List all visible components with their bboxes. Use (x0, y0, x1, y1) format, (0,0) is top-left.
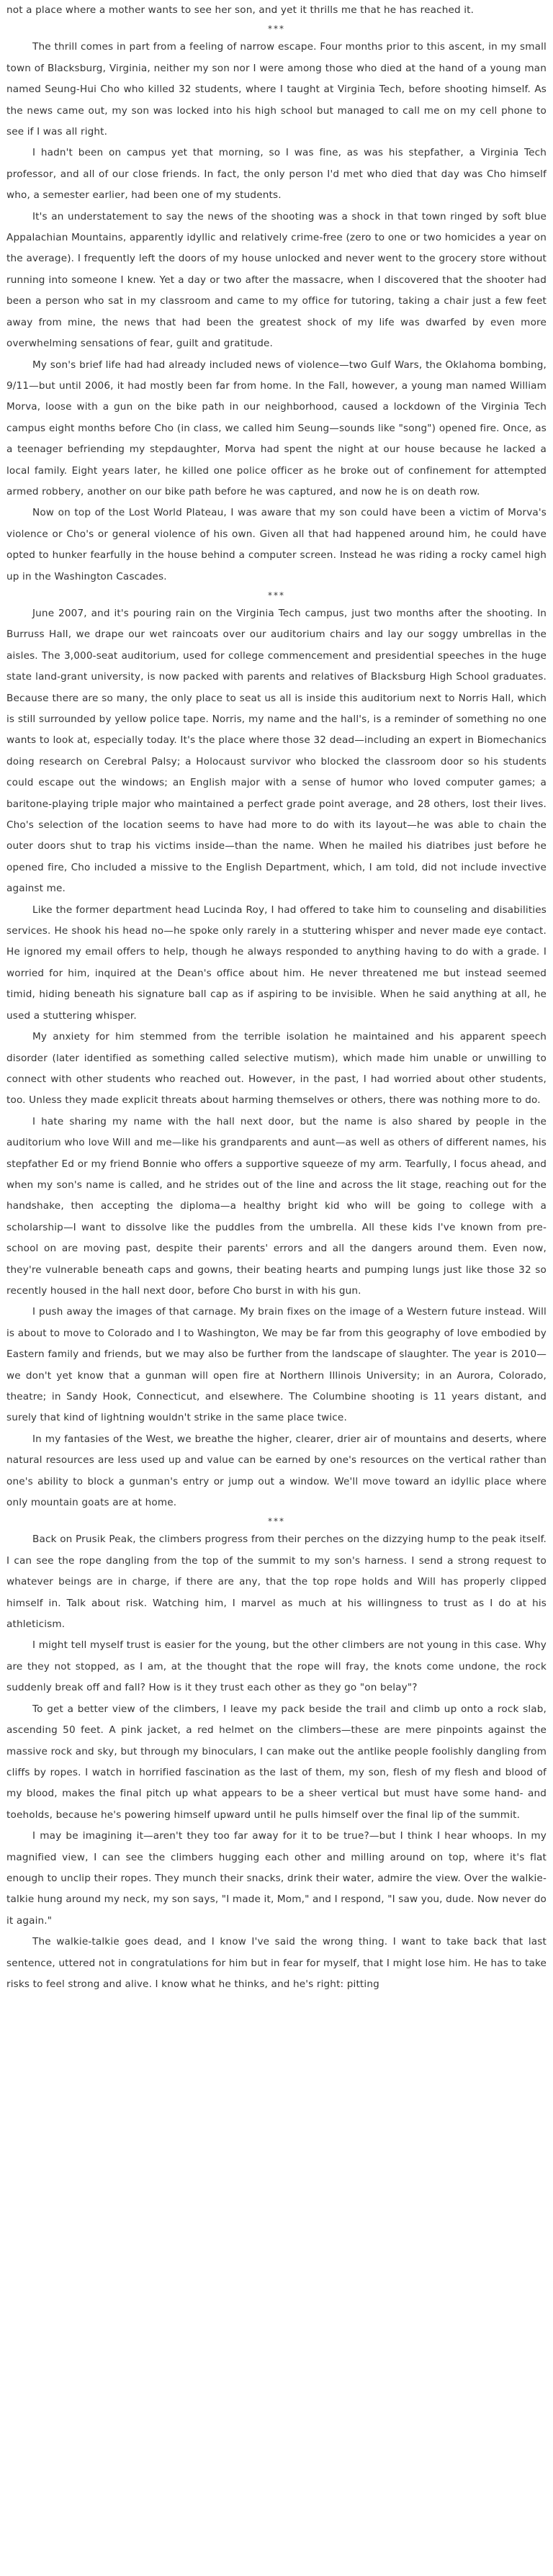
paragraph: In my fantasies of the West, we breathe the higher, clearer, drier air of mountains and deserts, where natural resources are less used up and value can be earned by one's resources on the vertical rather than one's ability to block a gunman's entry or jump out a window. We'll move toward an idyllic place where only mountain goats are at home. (6, 1433, 547, 1509)
paragraph: Now on top of the Lost World Plateau, I was aware that my son could have been a victim of Morva's violence or Cho's or general violence of his own. Given all that had happened around him, he could have opted to hunker fearfully in the house behind a computer screen. Instead he was riding a rocky camel high up in the Washington Cascades. (6, 507, 547, 582)
paragraph: The thrill comes in part from a feeling of narrow escape. Four months prior to this ascent, in my small town of Blacksburg, Virginia, neither my son nor I were among those who died at the hand of a young man named Seung-Hui Cho who killed 32 students, where I taught at Virginia Tech, before shooting himself. As the news came out, my son was locked into his high school but managed to call me on my cell phone to see if I was all right. (6, 41, 547, 138)
paragraph-continued: not a place where a mother wants to see her son, and yet it thrills me that he has reached it. (6, 4, 475, 16)
paragraph: My son's brief life had had already included news of violence—two Gulf Wars, the Oklahoma bombing, 9/11—but until 2006, it had mostly been far from home. In the Fall, however, a young man named William Morva, loose with a gun on the bike path in our neighborhood, caused a lockdown of the Virginia Tech campus eight months before Cho (in class, we called him Seung—sounds like "song") opened fire. Once, as a teenager befriending my stepdaughter, Morva had spent the night at our house because he lacked a local family. Eight years later, he killed one police officer as he broke out of confinement for attempted armed robbery, another on our bike path before he was captured, and now he is on death row. (6, 359, 547, 497)
paragraph: Like the former department head Lucinda Roy, I had offered to take him to counseling and disabilities services. He shook his head no—he spoke only rarely in a stuttering whisper and never made eye contact. He ignored my email offers to help, though he always responded to anything having to do with a grade. I worried for him, inquired at the Dean's office about him. He never threatened me but instead seemed timid, hiding beneath his signature ball cap as if aspiring to be invisible. When he said anything at all, he used a stuttering whisper. (6, 904, 547, 1022)
paragraph: My anxiety for him stemmed from the terrible isolation he maintained and his apparent speech disorder (later identified as something called selective mutism), which made him unable or unwilling to connect with other students who reached out. However, in the past, I had worried about other students, too. Unless they made explicit threats about harming themselves or others, there was nothing more to do. (6, 1031, 547, 1107)
paragraph: June 2007, and it's pouring rain on the Virginia Tech campus, just two months after the shooting. In Burruss Hall, we drape our wet raincoats over our auditorium chairs and lay our soggy umbrellas in the aisles. The 3,000-seat auditorium, used for college commencement and presidential speeches in the huge state land-grant university, is now packed with parents and relatives of Blacksburg High School graduates. Because there are so many, the only place to seat us all is inside this auditorium next to Norris Hall, which is still surrounded by yellow police tape. Norris, my name and the hall's, is a reminder of something no one wants to look at, especially today. It's the place where those 32 dead—including an expert in Biomechanics doing research on Cerebral Palsy; a Holocaust survivor who blocked the classroom door so his students could escape out the windows; an English major with a sense of humor who loved computer games; a baritone-playing triple major who maintained a perfect grade point average, and 28 others, lost their lives. Cho's selection of the location seems to have had more to do with its layout—he was able to chain the outer doors shut to trap his victims inside—than the name. When he mailed his diatribes just before he opened fire, Cho included a missive to the English Department, which, I am told, did not include invective against me. (6, 607, 547, 895)
paragraph: Back on Prusik Peak, the climbers progress from their perches on the dizzying hump to the peak itself. I can see the rope dangling from the top of the summit to my son's harness. I send a strong request to whatever beings are in charge, if there are any, that the top rope holds and Will has properly clipped himself in. Talk about risk. Watching him, I marvel as much at his willingness to trust as I do at his athleticism. (6, 1534, 547, 1631)
paragraph: To get a better view of the climbers, I leave my pack beside the trail and climb up onto a rock slab, ascending 50 feet. A pink jacket, a red helmet on the climbers—these are mere pinpoints against the massive rock and sky, but through my binoculars, I can make out the antlike people foolishly dangling from cliffs by ropes. I watch in horrified fascination as the last of them, my son, flesh of my flesh and blood of my blood, makes the final pitch up what appears to be a sheer vertical but must have some hand- and toeholds, because he's powering himself upward until he pulls himself over the final lip of the summit. (6, 1703, 547, 1821)
paragraph: I hate sharing my name with the hall next door, but the name is also shared by people in the auditorium who love Will and me—like his grandparents and aunt—as well as others of different names, his stepfather Ed or my friend Bonnie who offers a supportive squeeze of my arm. Tearfully, I focus ahead, and when my son's name is called, and he strides out of the line and across the lit stage, reaching out for the handshake, then accepting the diploma—a healthy bright kid who will be going to college with a scholarship—I want to dissolve like the puddles from the umbrella. All these kids I've known from pre-school on are moving past, despite their parents' errors and all the dangers around them. Even now, they're vulnerable beneath caps and gowns, their beating hearts and pumping lungs just like those 32 so recently housed in the hall next door, before Cho burst in with his gun. (6, 1115, 547, 1297)
paragraph: I push away the images of that carnage. My brain fixes on the image of a Western future instead. Will is about to move to Colorado and I to Washington, We may be far from this geography of love embodied by Eastern family and friends, but we may also be further from the landscape of slaughter. The year is 2010—we don't yet know that a gunman will open fire at Northern Illinois University; in an Aurora, Colorado, theatre; in Sandy Hook, Connecticut, and elsewhere. The Columbine shooting is 11 years distant, and surely that kind of lightning wouldn't strike in the same place twice. (6, 1306, 547, 1424)
section-separator: *** (268, 24, 285, 35)
paragraph: I hadn't been on campus yet that morning, so I was fine, as was his stepfather, a Virginia Tech professor, and all of our close friends. In fact, the only person I'd met who died that day was Cho himself who, a semester earlier, had been one of my students. (6, 147, 547, 202)
section-separator: *** (268, 590, 285, 600)
paragraph: It's an understatement to say the news of the shooting was a shock in that town ringed by soft blue Appalachian Mountains, apparently idyllic and relatively crime-free (zero to one or two homicides a year on the average). I frequently left the doors of my house unlocked and never went to the grocery store without running into someone I knew. Yet a day or two after the massacre, when I discovered that the shooter had been a person who sat in my classroom and came to my office for tutoring, taking a chair just a few feet away from mine, the news that had been the greatest shock of my life was dwarfed by even more overwhelming sensations of fear, guilt and gratitude. (6, 210, 547, 350)
paragraph: I might tell myself trust is easier for the young, but the other climbers are not young in this case. Why are they not stopped, as I am, at the thought that the rope will fray, the knots come undone, the rock suddenly break off and fall? How is it they trust each other as they go "on belay"? (6, 1639, 547, 1694)
paragraph: I may be imagining it—aren't they too far away for it to be true?—but I think I hear whoops. In my magnified view, I can see the climbers hugging each other and milling around on top, where it's flat enough to unclip their ropes. They munch their snacks, drink their water, admire the view. Over the walkie-talkie hung around my neck, my son says, "I made it, Mom," and I respond, "I saw you, dude. Now never do it again." (6, 1830, 547, 1927)
paragraph: The walkie-talkie goes dead, and I know I've said the wrong thing. I want to take back that last sentence, uttered not in congratulations for him but in fear for myself, that I might lose him. He has to take risks to feel strong and alive. I know what he thinks, and he's right: pitting (6, 1936, 547, 1990)
section-separator: *** (268, 1516, 285, 1527)
